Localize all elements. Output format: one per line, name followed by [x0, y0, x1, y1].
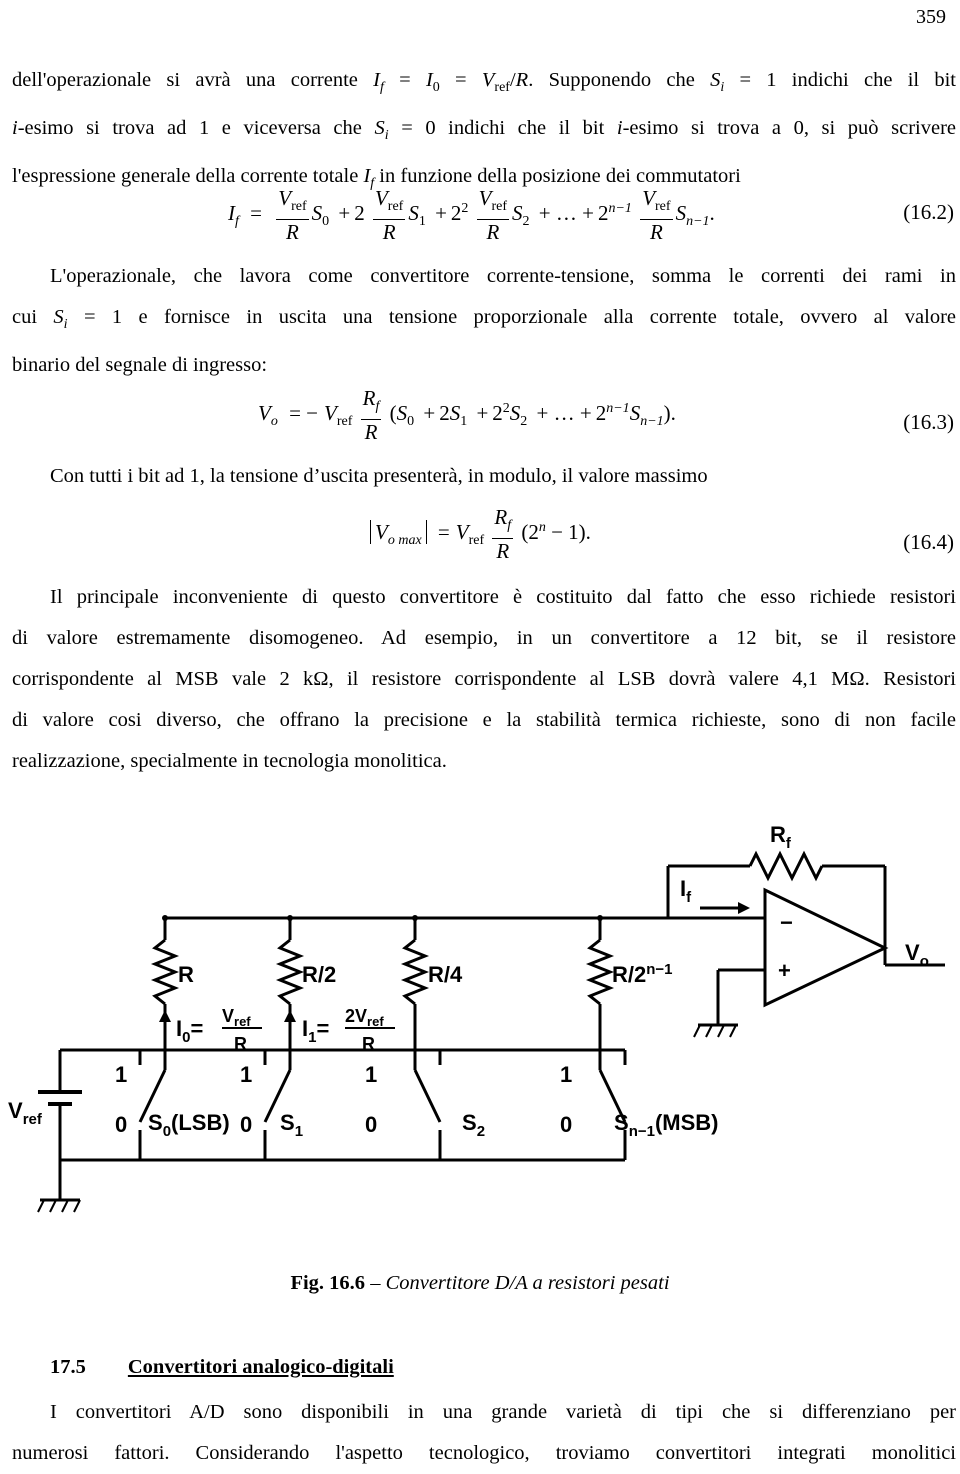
intro-line-2: i-esimo si trova ad 1 e viceversa che $S_i = 0$ indichi che il bit i-esimo si trova a 0, si può scrivere [12, 117, 956, 144]
dac-circuit-figure [0, 800, 960, 1260]
inconvenience-line-4: di valore cosi diverso, che offrano la precisione e la stabilità termica richieste, sono di non facile [12, 709, 956, 731]
summing-line-3: binario del segnale di ingresso: [12, 354, 268, 377]
page-number: 359 [916, 6, 946, 28]
paragraph-inconvenience [12, 577, 956, 782]
label-if: $I_f$ [680, 876, 692, 906]
label-r-2n: $R/2^{n-1}$ [612, 961, 673, 987]
ad-line-2: numerosi fattori. Considerando l'aspetto tecnologico, troviamo convertitori integrati monolitici [12, 1442, 956, 1464]
equation-16-4: $V_{o max} = V_{ref}$ $\frac{R_f}{R}$ $(2^n - 1)$. [370, 505, 591, 563]
resistor-r [155, 940, 175, 1004]
summing-line-2: cui $S_i = 1$ e fornisce in uscita una tensione proporzionale alla corrente totale, ovvero al valore [12, 306, 956, 333]
label-sn: $S_{n-1}(MSB)$ [614, 1110, 719, 1140]
label-zero-n: 0 [560, 1112, 573, 1137]
paragraph-intro [12, 60, 956, 204]
figure-caption: Fig. 16.6 – Convertitore D/A a resistori pesati [290, 1272, 670, 1294]
ad-line-1: I convertitori A/D sono disponibili in una grande varietà di tipi che si differenziano per [50, 1401, 956, 1423]
label-one-0: 1 [115, 1062, 128, 1087]
equation-16-2: $I_f$ = $\frac{V_{ref}}{R}$ $S_0 + 2$ $\frac{V_{ref}}{R}$ $S_1 + 2^2$ $\frac{V_{ref}}{R}$ $S_2$ + … + $2^{n-1}$ $\frac{V_{ref}}{R}$ $S_{n-1}$. [228, 186, 715, 245]
intro-line-1: dell'operazionale si avrà una corrente $I_f = I_0 = V_{ref}/R$. Supponendo che $S_i = 1$ indichi che il bit [12, 69, 957, 96]
label-one-1: 1 [240, 1062, 253, 1087]
label-one-n: 1 [560, 1062, 573, 1087]
feedback-resistor [750, 854, 822, 878]
label-i0: $I_0=$ [176, 1016, 204, 1046]
label-i0-den: R [234, 1034, 247, 1054]
label-i1-den: R [362, 1034, 375, 1054]
label-zero-1: 0 [240, 1112, 253, 1137]
label-i1-num: $2V_{ref}$ [345, 1006, 384, 1029]
section-heading: 17.5 Convertitori analogico-digitali [50, 1356, 394, 1378]
opamp-symbol [765, 890, 885, 1005]
equation-16-2-number: (16.2) [903, 200, 954, 224]
inconvenience-line-3: corrispondente al MSB vale 2 kΩ, il resistore corrispondente al LSB dovrà valere 4,1 MΩ. Resistori [12, 668, 956, 690]
intro-line-3: l'espressione generale della corrente totale $I_f$ in funzione della posizione dei commutatori [12, 165, 741, 192]
inconvenience-line-2: di valore estremamente disomogeneo. Ad esempio, in un convertitore a 12 bit, se il resistore [12, 627, 956, 649]
label-minus: − [780, 910, 793, 935]
label-s2: $S_2$ [462, 1110, 486, 1140]
label-s0: $S_0(LSB)$ [148, 1110, 230, 1140]
label-rf: $R_f$ [770, 822, 791, 852]
label-vref: $V_{ref}$ [8, 1098, 42, 1128]
label-vo: $V_o$ [905, 940, 929, 970]
label-zero-2: 0 [365, 1112, 378, 1137]
paragraph-ad [12, 1392, 956, 1474]
label-i1: $I_1=$ [302, 1016, 330, 1046]
label-r-4: R/4 [428, 962, 463, 987]
label-i0-num: $V_{ref}$ [222, 1006, 251, 1029]
label-s1: $S_1$ [280, 1110, 304, 1140]
resistor-r-4 [405, 940, 425, 1004]
equation-16-4-number: (16.4) [903, 530, 954, 554]
resistor-r-2n [590, 940, 610, 1004]
label-plus: + [778, 958, 791, 983]
equation-16-3-number: (16.3) [903, 410, 954, 434]
label-r-2: R/2 [302, 962, 337, 987]
inconvenience-line-5: realizzazione, specialmente in tecnologia monolitica. [12, 750, 447, 772]
equation-16-3: $V_o$ = − $V_{ref}$ $\frac{R_f}{R}$ ($S_0 + 2S_1 + 2^2S_2$ + … + $2^{n-1}S_{n-1}$). [258, 386, 676, 445]
summing-line-1: L'operazionale, che lavora come convertitore corrente-tensione, somma le correnti dei rami in [50, 265, 956, 287]
switch-s2 [415, 1070, 440, 1122]
label-zero-0: 0 [115, 1112, 128, 1137]
label-one-2: 1 [365, 1062, 378, 1087]
inconvenience-line-1: Il principale inconveniente di questo convertitore è costituito dal fatto che esso richiede resistori [50, 586, 956, 608]
resistor-r-2 [280, 940, 300, 1004]
paragraph-summing [12, 256, 956, 386]
label-r: R [178, 962, 194, 987]
paragraph-max: Con tutti i bit ad 1, la tensione d’uscita presenterà, in modulo, il valore massimo [50, 465, 708, 487]
